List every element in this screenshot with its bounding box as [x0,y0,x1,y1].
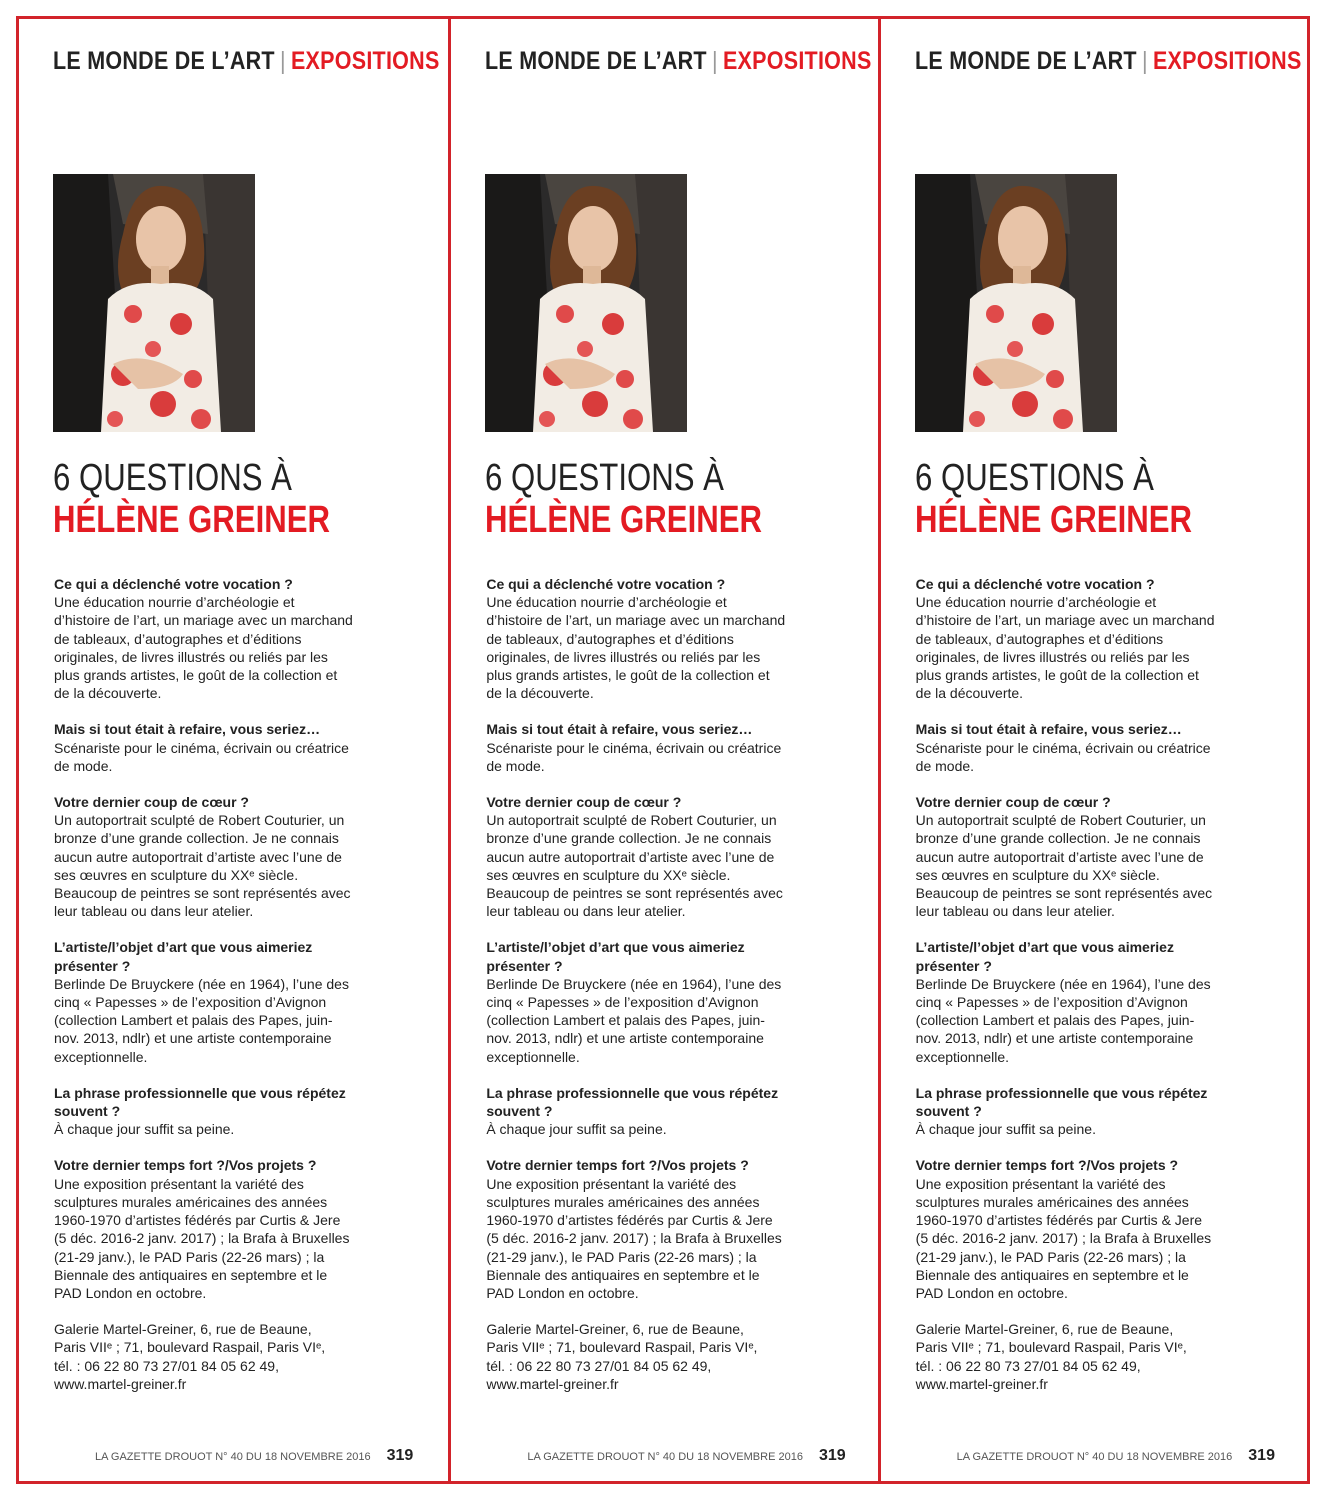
answer: Berlinde De Bruyckere (née en 1964), l’une des cinq « Papesses » de l’exposition d’Avignon (collection Lambert et palais des Papes, juin-nov. 2013, ndlr) et une artiste contemporaine exceptionnelle. [54,975,349,1065]
question: Ce qui a déclenché votre vocation ? [915,576,1155,592]
answer: Berlinde De Bruyckere (née en 1964), l’une des cinq « Papesses » de l’exposition d’Avignon (collection Lambert et palais des Papes, juin-nov. 2013, ndlr) et une artiste contemporaine exceptionnelle. [915,975,1211,1065]
portrait-photo [915,174,1117,432]
gallery-contact [486,1320,786,1393]
qa-item [916,938,1216,1065]
title-line-2: HÉLÈNE GREINER [485,499,763,541]
question: L’artiste/l’objet d’art que vous aimeriez présenter ? [54,939,313,974]
interview-body [916,575,1216,1411]
section-label: LE MONDE DE L’ART [914,47,1137,75]
gallery-website: www.martel-greiner.fr [486,1375,619,1392]
answer: Un autoportrait sculpté de Robert Couturier, un bronze d’une grande collection. Je ne connais aucun autre autoportrait d’artiste avec l’une de ses œuvres en sculpture du XXᵉ siècle. Beaucoup de peintres se sont représentés avec leur tableau ou dans leur atelier. [915,812,1213,920]
qa-item [916,1084,1216,1139]
gallery-address: Paris VIIᵉ ; 71, boulevard Raspail, Paris VIᵉ, [486,1339,758,1356]
gallery-contact [54,1320,354,1393]
qa-item [486,1156,786,1302]
masthead-separator: | [712,47,719,75]
qa-item [486,575,786,702]
gallery-phone: tél. : 06 22 80 73 27/01 84 05 62 49, [54,1357,279,1374]
question: La phrase professionnelle que vous répétez souvent ? [54,1084,346,1120]
interview-body [486,575,786,1411]
question: Votre dernier temps fort ?/Vos projets ? [54,1157,317,1174]
article-title [915,457,1192,541]
question: Votre dernier coup de cœur ? [486,794,682,811]
category-label: EXPOSITIONS [290,47,440,75]
qa-item [916,720,1216,775]
question: Votre dernier temps fort ?/Vos projets ? [915,1157,1179,1174]
title-line-1: 6 QUESTIONS À [53,457,292,499]
question: Mais si tout était à refaire, vous seriez… [54,721,321,738]
magazine-page-2 [448,19,877,1481]
answer: Scénariste pour le cinéma, écrivain ou créatrice de mode. [486,739,782,774]
answer: Une exposition présentant la variété des sculptures murales américaines des années 1960-1970 d’artistes fédérés par Curtis & Jere (5 déc. 2016-2 janv. 2017) ; la Brafa à Bruxelles (21-29 janv.), le PAD Paris (22-26 mars) ; la Biennale des antiquaires en septembre et le PAD London en octobre. [486,1175,782,1301]
qa-item [486,938,786,1065]
title-line-2: HÉLÈNE GREINER [914,499,1192,541]
gallery-address: Paris VIIᵉ ; 71, boulevard Raspail, Paris VIᵉ, [915,1339,1187,1356]
gallery-website: www.martel-greiner.fr [915,1375,1048,1392]
qa-item [54,720,354,775]
answer: Scénariste pour le cinéma, écrivain ou créatrice de mode. [915,739,1211,774]
publication-line: LA GAZETTE DROUOT N° 40 DU 18 NOVEMBRE 2016 [527,1451,803,1463]
publication-line: LA GAZETTE DROUOT N° 40 DU 18 NOVEMBRE 2016 [95,1451,371,1463]
gallery-name: Galerie Martel-Greiner, 6, rue de Beaune, [486,1321,744,1338]
gallery-contact [916,1320,1216,1393]
masthead [485,47,872,76]
category-label: EXPOSITIONS [723,47,872,75]
answer: À chaque jour suffit sa peine. [54,1121,235,1138]
answer: Un autoportrait sculpté de Robert Couturier, un bronze d’une grande collection. Je ne connais aucun autre autoportrait d’artiste avec l’une de ses œuvres en sculpture du XXᵉ siècle. Beaucoup de peintres se sont représentés avec leur tableau ou dans leur atelier. [486,812,783,920]
magazine-page-3 [878,19,1307,1481]
page-footer [527,1447,845,1465]
answer: À chaque jour suffit sa peine. [486,1121,667,1138]
masthead [53,47,440,76]
article-title [485,457,762,541]
gallery-name: Galerie Martel-Greiner, 6, rue de Beaune, [915,1321,1174,1338]
answer: Berlinde De Bruyckere (née en 1964), l’une des cinq « Papesses » de l’exposition d’Avignon (collection Lambert et palais des Papes, juin-nov. 2013, ndlr) et une artiste contemporaine exceptionnelle. [486,975,782,1065]
page-number: 319 [1248,1447,1275,1464]
gallery-name: Galerie Martel-Greiner, 6, rue de Beaune, [54,1321,312,1338]
answer: À chaque jour suffit sa peine. [915,1121,1096,1138]
question: Mais si tout était à refaire, vous seriez… [486,721,753,738]
qa-item [486,720,786,775]
article-title [53,457,330,541]
answer: Une éducation nourrie d’archéologie et d’histoire de l’art, un mariage avec un marchand de tableaux, d’autographes et d’éditions originales, de livres illustrés ou reliés par les plus grands artistes, le goût de la collection et de la découverte. [54,594,353,702]
question: La phrase professionnelle que vous répétez souvent ? [486,1084,779,1120]
answer: Un autoportrait sculpté de Robert Couturier, un bronze d’une grande collection. Je ne connais aucun autre autoportrait d’artiste avec l’une de ses œuvres en sculpture du XXᵉ siècle. Beaucoup de peintres se sont représentés avec leur tableau ou dans leur atelier. [54,812,351,920]
answer: Scénariste pour le cinéma, écrivain ou créatrice de mode. [54,739,349,774]
category-label: EXPOSITIONS [1152,47,1302,75]
qa-item [486,793,786,920]
question: Votre dernier coup de cœur ? [915,794,1111,811]
section-label: LE MONDE DE L’ART [485,47,708,75]
question: L’artiste/l’objet d’art que vous aimeriez présenter ? [915,939,1174,974]
question: La phrase professionnelle que vous répétez souvent ? [915,1084,1208,1120]
gallery-address: Paris VIIᵉ ; 71, boulevard Raspail, Paris VIᵉ, [54,1339,326,1356]
qa-item [54,1156,354,1302]
answer: Une éducation nourrie d’archéologie et d’histoire de l’art, un mariage avec un marchand de tableaux, d’autographes et d’éditions originales, de livres illustrés ou reliés par les plus grands artistes, le goût de la collection et de la découverte. [486,594,786,702]
masthead-separator: | [1141,47,1148,75]
question: Votre dernier temps fort ?/Vos projets ? [486,1157,749,1174]
title-line-1: 6 QUESTIONS À [914,457,1154,499]
qa-item [54,575,354,702]
page-footer [957,1447,1275,1465]
qa-item [54,1084,354,1139]
masthead [915,47,1302,76]
page-footer [95,1447,413,1465]
triptych-frame [16,16,1310,1484]
publication-line: LA GAZETTE DROUOT N° 40 DU 18 NOVEMBRE 2016 [956,1451,1233,1463]
title-line-1: 6 QUESTIONS À [485,457,725,499]
qa-item [916,793,1216,920]
qa-item [486,1084,786,1139]
portrait-photo [53,174,255,432]
question: Mais si tout était à refaire, vous seriez… [915,721,1182,738]
qa-item [54,793,354,920]
answer: Une éducation nourrie d’archéologie et d’histoire de l’art, un mariage avec un marchand de tableaux, d’autographes et d’éditions originales, de livres illustrés ou reliés par les plus grands artistes, le goût de la collection et de la découverte. [915,594,1215,702]
page-number: 319 [818,1447,846,1464]
question: Votre dernier coup de cœur ? [54,794,249,811]
masthead-separator: | [279,47,286,75]
gallery-phone: tél. : 06 22 80 73 27/01 84 05 62 49, [486,1357,712,1374]
interview-body [54,575,354,1411]
answer: Une exposition présentant la variété des sculptures murales américaines des années 1960-1970 d’artistes fédérés par Curtis & Jere (5 déc. 2016-2 janv. 2017) ; la Brafa à Bruxelles (21-29 janv.), le PAD Paris (22-26 mars) ; la Biennale des antiquaires en septembre et le PAD London en octobre. [54,1175,350,1301]
qa-item [916,575,1216,702]
magazine-page-1 [19,19,448,1481]
qa-item [54,938,354,1065]
portrait-photo [485,174,687,432]
question: Ce qui a déclenché votre vocation ? [54,576,293,592]
question: L’artiste/l’objet d’art que vous aimeriez présenter ? [486,939,745,974]
qa-item [916,1156,1216,1302]
gallery-website: www.martel-greiner.fr [54,1375,187,1392]
gallery-phone: tél. : 06 22 80 73 27/01 84 05 62 49, [915,1357,1141,1374]
question: Ce qui a déclenché votre vocation ? [486,576,726,592]
page-number: 319 [386,1447,414,1464]
answer: Une exposition présentant la variété des sculptures murales américaines des années 1960-1970 d’artistes fédérés par Curtis & Jere (5 déc. 2016-2 janv. 2017) ; la Brafa à Bruxelles (21-29 janv.), le PAD Paris (22-26 mars) ; la Biennale des antiquaires en septembre et le PAD London en octobre. [915,1175,1212,1301]
section-label: LE MONDE DE L’ART [53,47,275,75]
title-line-2: HÉLÈNE GREINER [53,499,331,541]
